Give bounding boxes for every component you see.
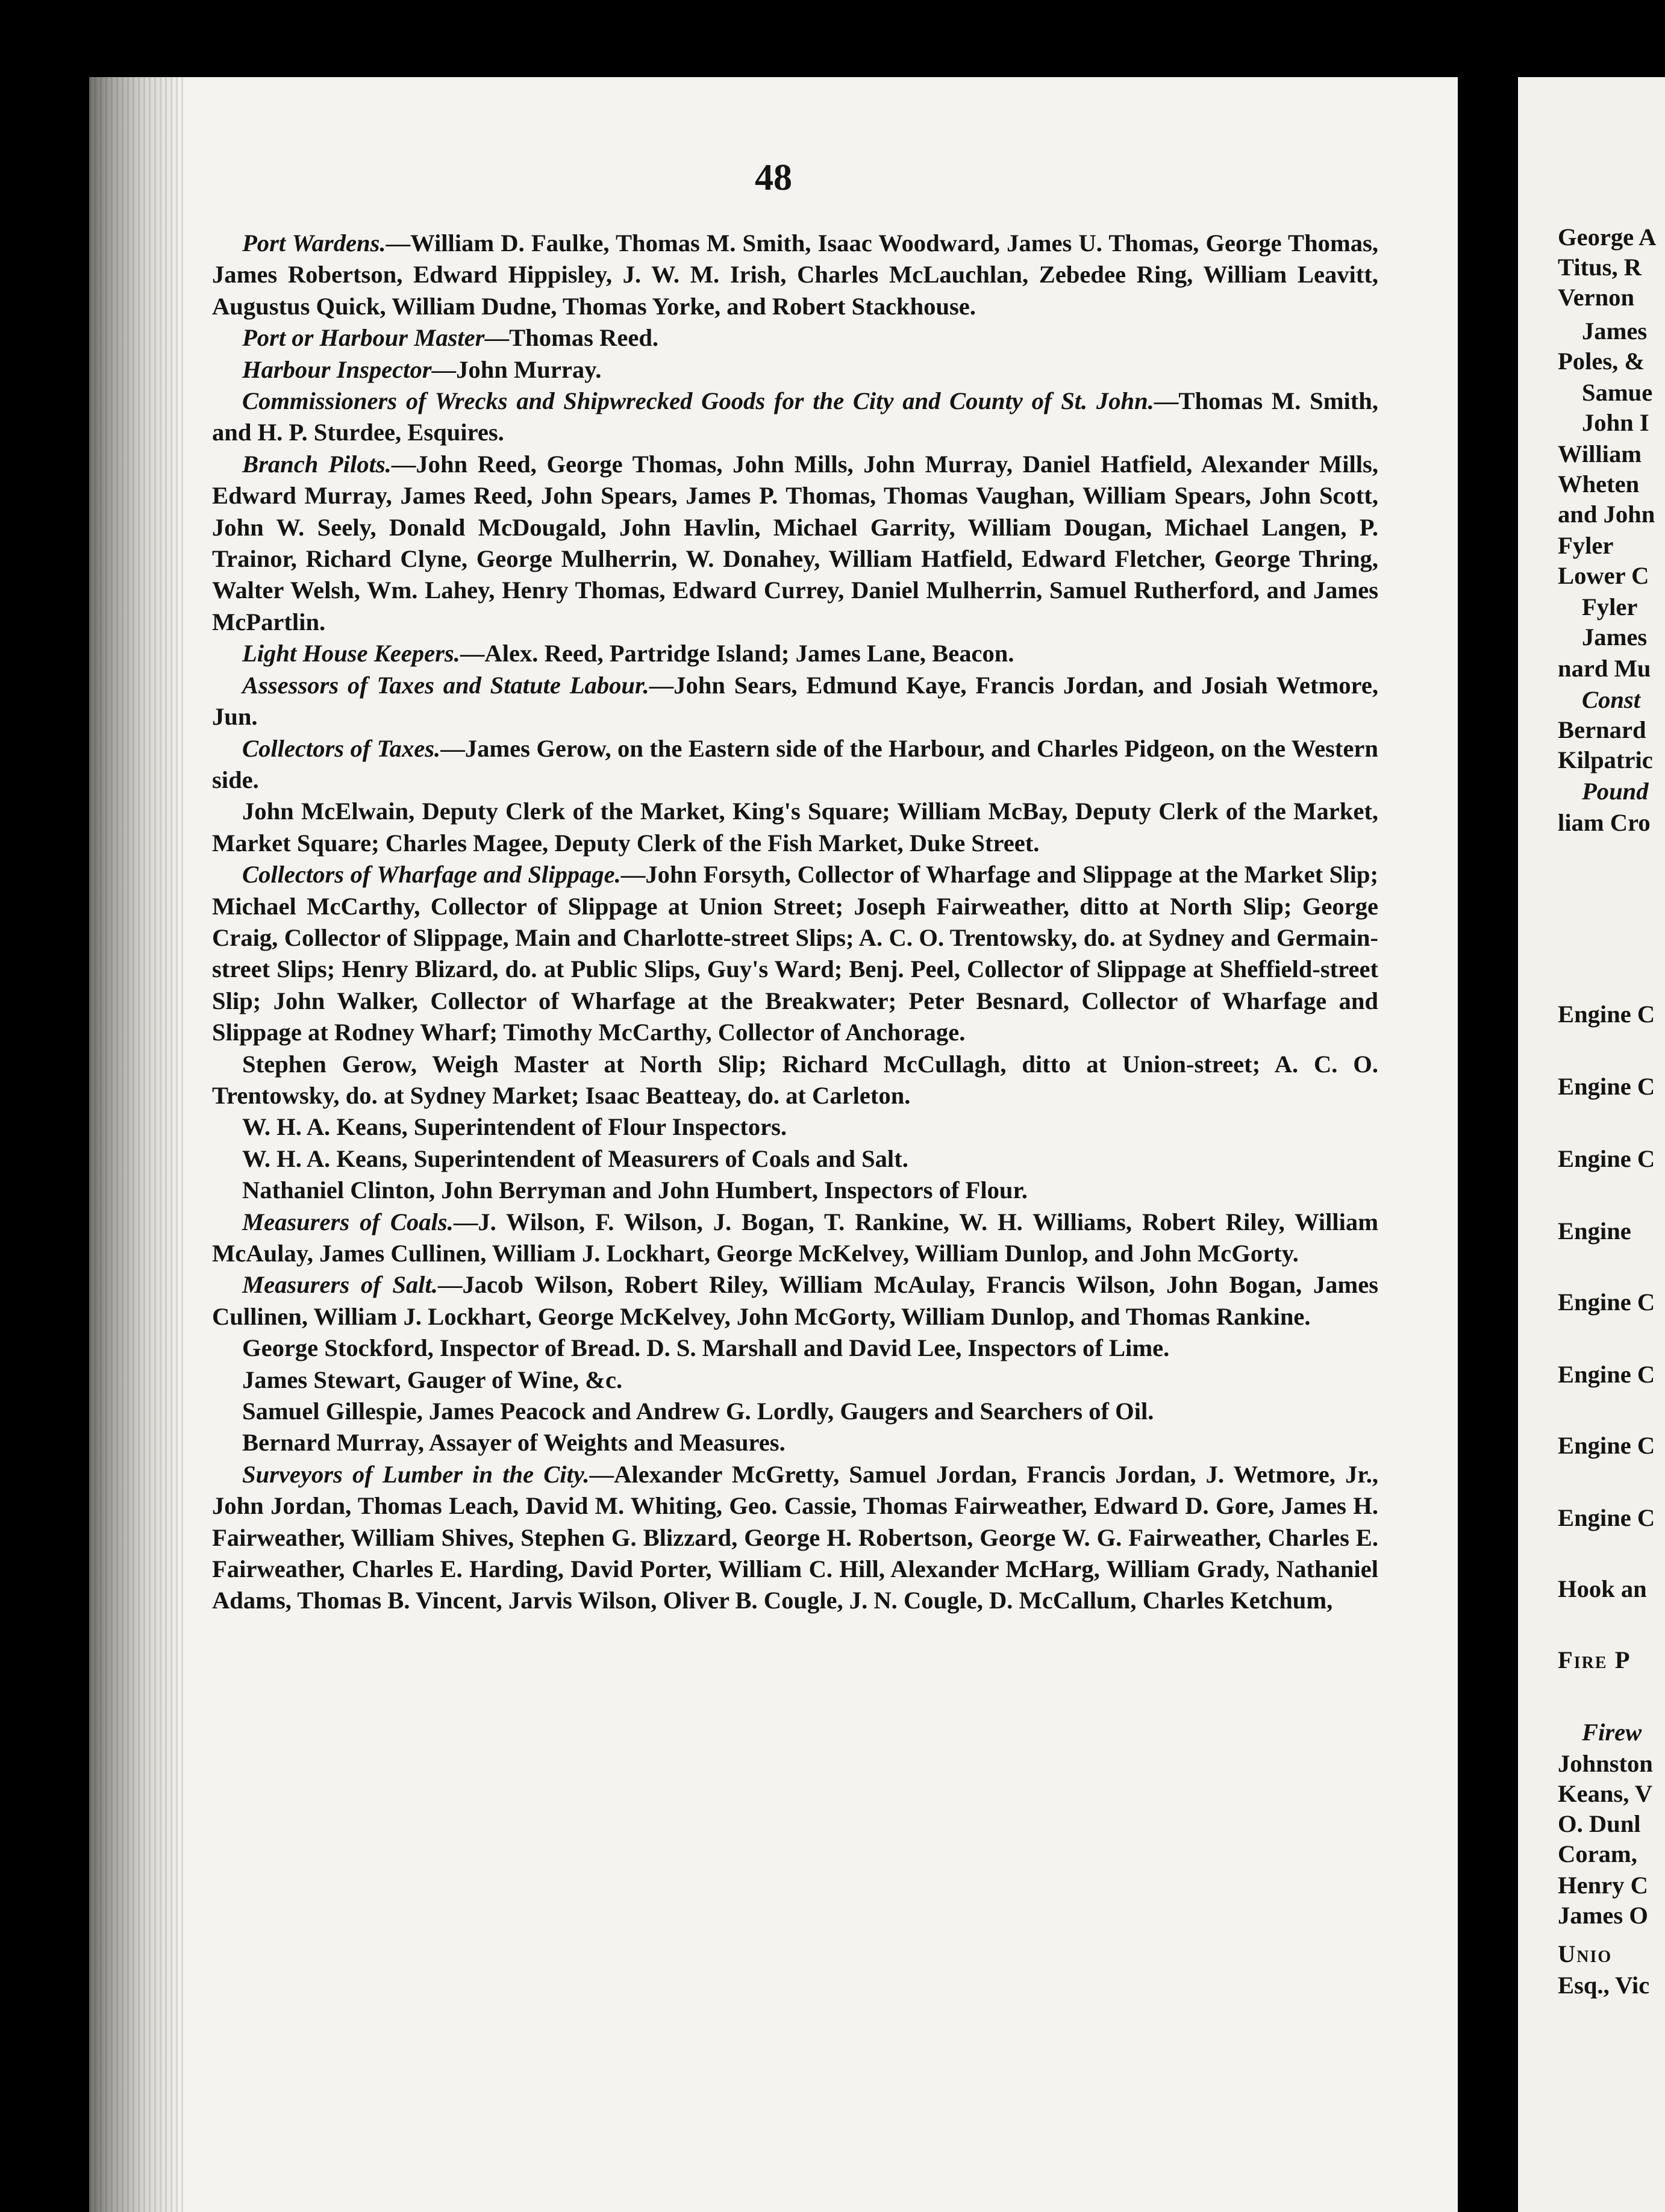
directory-entry <box>212 1175 1378 1206</box>
entry-text: —John Reed, George Thomas, John Mills, John Murray, Daniel Hatfield, Alexander Mills, Edward Murray, James Reed, John Spears, James P. Thomas, Thomas Vaughan, William Spears, John Scott, John W. Seely, Donald McDougald, John Havlin, Michael Garrity, William Dougan, Michael Langen, P. Trainor, Richard Clyne, George Mulherrin, W. Donahey, William Hatfield, Edward Fletcher, George Thring, Walter Welsh, Wm. Lahey, Henry Thomas, Edward Currey, Daniel Mulherrin, Samuel Rutherford, and James McPartlin. <box>212 450 1378 636</box>
facing-page-line: liam Cro <box>1558 809 1651 836</box>
facing-page-line: James O <box>1558 1902 1648 1929</box>
entry-heading: Measurers of Salt. <box>242 1271 438 1299</box>
facing-page-line: Wheten <box>1558 470 1640 498</box>
facing-page-line: Pound <box>1582 778 1649 805</box>
directory-entry <box>212 449 1378 638</box>
facing-page-line: Henry C <box>1558 1872 1648 1899</box>
page-edge-shadow <box>89 77 186 2212</box>
entry-heading: Harbour Inspector <box>242 355 432 383</box>
entry-text: Stephen Gerow, Weigh Master at North Slip; Richard McCullagh, ditto at Union-street; A. C. O. Trentowsky, do. at Sydney Market; Isaac Beatteay, do. at Carleton. <box>212 1050 1378 1109</box>
entry-text: Nathaniel Clinton, John Berryman and John Humbert, Inspectors of Flour. <box>242 1176 1028 1204</box>
entry-text: James Stewart, Gauger of Wine, &c. <box>242 1366 623 1393</box>
facing-page-line: Firew <box>1582 1719 1642 1746</box>
entry-text: Samuel Gillespie, James Peacock and Andrew G. Lordly, Gaugers and Searchers of Oil. <box>242 1398 1154 1425</box>
entry-heading: Commissioners of Wrecks and Shipwrecked Goods for the City and County of St. John. <box>242 387 1154 415</box>
entry-heading: Surveyors of Lumber in the City. <box>242 1460 590 1488</box>
entry-text: —Jacob Wilson, Robert Riley, William McAulay, Francis Wilson, John Bogan, James Cullinen, William J. Lockhart, George McKelvey, John McGorty, William Dunlop, and Thomas Rankine. <box>212 1271 1379 1330</box>
facing-page-line: nard Mu <box>1558 655 1651 682</box>
facing-page-line: William <box>1558 440 1642 467</box>
facing-page-line: James <box>1582 317 1648 345</box>
entry-text: —Thomas Reed. <box>484 324 659 352</box>
entry-heading: Measurers of Coals. <box>242 1208 454 1236</box>
facing-page-line: Engine C <box>1558 1145 1655 1172</box>
entry-heading: Assessors of Taxes and Statute Labour. <box>242 671 649 699</box>
directory-entry <box>212 386 1378 449</box>
directory-entry <box>212 1049 1378 1112</box>
entry-heading: Port or Harbour Master <box>242 324 485 352</box>
entry-text: —Alex. Reed, Partridge Island; James Lane, Beacon. <box>460 640 1014 667</box>
entry-text: —James Gerow, on the Eastern side of the Harbour, and Charles Pidgeon, on the Western side. <box>212 734 1378 793</box>
directory-entry <box>212 1111 1378 1143</box>
facing-page-line: Const <box>1582 686 1640 713</box>
directory-entry <box>212 1459 1378 1617</box>
facing-page-line: Kilpatric <box>1558 746 1653 773</box>
entry-heading: Light House Keepers. <box>242 640 460 667</box>
entry-heading: Port Wardens. <box>242 230 386 257</box>
facing-page-line: Vernon <box>1558 284 1635 311</box>
facing-page-line: Coram, <box>1558 1840 1637 1867</box>
directory-entry <box>212 354 1378 386</box>
directory-entry <box>212 322 1378 354</box>
entry-text: —John Sears, Edmund Kaye, Francis Jordan, and Josiah Wetmore, Jun. <box>212 671 1378 731</box>
entry-heading: Collectors of Wharfage and Slippage. <box>242 861 621 889</box>
facing-page-line: Engine C <box>1558 1504 1655 1531</box>
directory-entry <box>212 1364 1378 1396</box>
directory-entry <box>212 1333 1378 1364</box>
facing-page-line: Titus, R <box>1558 254 1642 281</box>
directory-entry <box>212 228 1378 322</box>
facing-page-line: Fyler <box>1558 532 1614 559</box>
entry-text: —Thomas M. Smith, and H. P. Sturdee, Esquires. <box>212 387 1378 446</box>
facing-page-line: Engine C <box>1558 1289 1655 1316</box>
directory-entry <box>212 1427 1378 1458</box>
directory-entry <box>212 859 1378 1048</box>
facing-page-line: John I <box>1582 409 1649 436</box>
facing-page-line: Lower C <box>1558 562 1649 589</box>
entry-text: George Stockford, Inspector of Bread. D. S. Marshall and David Lee, Inspectors of Lime. <box>242 1334 1170 1362</box>
directory-entry <box>212 1396 1378 1427</box>
entry-heading: Collectors of Taxes. <box>242 734 441 762</box>
entry-text: —William D. Faulke, Thomas M. Smith, Isaac Woodward, James U. Thomas, George Thomas, James Robertson, Edward Hippisley, J. W. M. Irish, Charles McLauchlan, Zebedee Ring, William Leavitt, Augustus Quick, William Dudne, Thomas Yorke, and Robert Stackhouse. <box>212 230 1378 320</box>
page-body-text <box>212 228 1378 1617</box>
facing-page-line: and John <box>1558 501 1655 528</box>
directory-entry <box>212 670 1378 733</box>
facing-page-line: Poles, & <box>1558 348 1645 375</box>
book-gutter <box>1458 0 1518 2212</box>
directory-entry <box>212 1269 1378 1333</box>
facing-page-line: Hook an <box>1558 1575 1647 1602</box>
entry-text: —J. Wilson, F. Wilson, J. Bogan, T. Rankine, W. H. Williams, Robert Riley, William McAulay, James Cullinen, William J. Lockhart, George McKelvey, William Dunlop, and John McGorty. <box>212 1208 1378 1267</box>
facing-page-line: Keans, V <box>1558 1780 1653 1807</box>
directory-entry <box>212 733 1378 796</box>
directory-entry <box>212 796 1378 859</box>
facing-page-line: O. Dunl <box>1558 1810 1641 1837</box>
entry-heading: Branch Pilots. <box>242 450 392 478</box>
facing-page-line: Bernard <box>1558 716 1646 743</box>
entry-text: —John Murray. <box>431 355 602 383</box>
facing-page-line: Engine C <box>1558 1073 1655 1100</box>
facing-page-line: Engine <box>1558 1217 1631 1245</box>
facing-page-line: Engine C <box>1558 1001 1655 1028</box>
facing-page-line: Esq., Vic <box>1558 1972 1650 1999</box>
facing-page-line: Johnston <box>1558 1750 1653 1777</box>
facing-page-line: Engine C <box>1558 1432 1655 1459</box>
entry-text: —John Forsyth, Collector of Wharfage and Slippage at the Market Slip; Michael McCarthy, Collector of Slippage at Union Street; Joseph Fairweather, ditto at North Slip; George Craig, Collector of Slippage, Main and Charlotte-street Slips; A. C. O. Trentowsky, do. at Sydney and Germain-street Slips; Henry Blizard, do. at Public Slips, Guy's Ward; Benj. Peel, Collector of Slippage at Sheffield-street Slip; John Walker, Collector of Wharfage at the Breakwater; Peter Besnard, Collector of Wharfage and Slippage at Rodney Wharf; Timothy McCarthy, Collector of Anchorage. <box>212 861 1378 1046</box>
facing-page-line: Fire P <box>1558 1646 1631 1673</box>
entry-text: —Alexander McGretty, Samuel Jordan, Francis Jordan, J. Wetmore, Jr., John Jordan, Thomas Leach, David M. Whiting, Geo. Cassie, Thomas Fairweather, Edward D. Gore, James H. Fairweather, William Shives, Stephen G. Blizzard, George H. Robertson, George W. G. Fairweather, Charles E. Fairweather, Charles E. Harding, David Porter, William C. Hill, Alexander McHarg, William Grady, Nathaniel Adams, Thomas B. Vincent, Jarvis Wilson, Oliver B. Cougle, J. N. Cougle, D. McCallum, Charles Ketchum, <box>212 1460 1378 1614</box>
directory-entry <box>212 1143 1378 1175</box>
directory-entry <box>212 638 1378 669</box>
facing-page-line: Samue <box>1582 379 1653 406</box>
entry-text: Bernard Murray, Assayer of Weights and Measures. <box>242 1429 786 1457</box>
facing-page-line: George A <box>1558 223 1657 251</box>
facing-page-line: James <box>1582 623 1648 651</box>
entry-text: W. H. A. Keans, Superintendent of Flour Inspectors. <box>242 1113 787 1141</box>
entry-text: John McElwain, Deputy Clerk of the Market, King's Square; William McBay, Deputy Clerk of the Market, Market Square; Charles Magee, Deputy Clerk of the Fish Market, Duke Street. <box>212 798 1378 857</box>
directory-entry <box>212 1207 1378 1270</box>
facing-page-line: Unio <box>1558 1940 1613 1967</box>
facing-page-text <box>1558 0 1665 2212</box>
facing-page-line: Engine C <box>1558 1361 1655 1388</box>
facing-page-line: Fyler <box>1582 593 1638 620</box>
entry-text: W. H. A. Keans, Superintendent of Measurers of Coals and Salt. <box>242 1145 908 1172</box>
page-number: 48 <box>755 157 792 198</box>
